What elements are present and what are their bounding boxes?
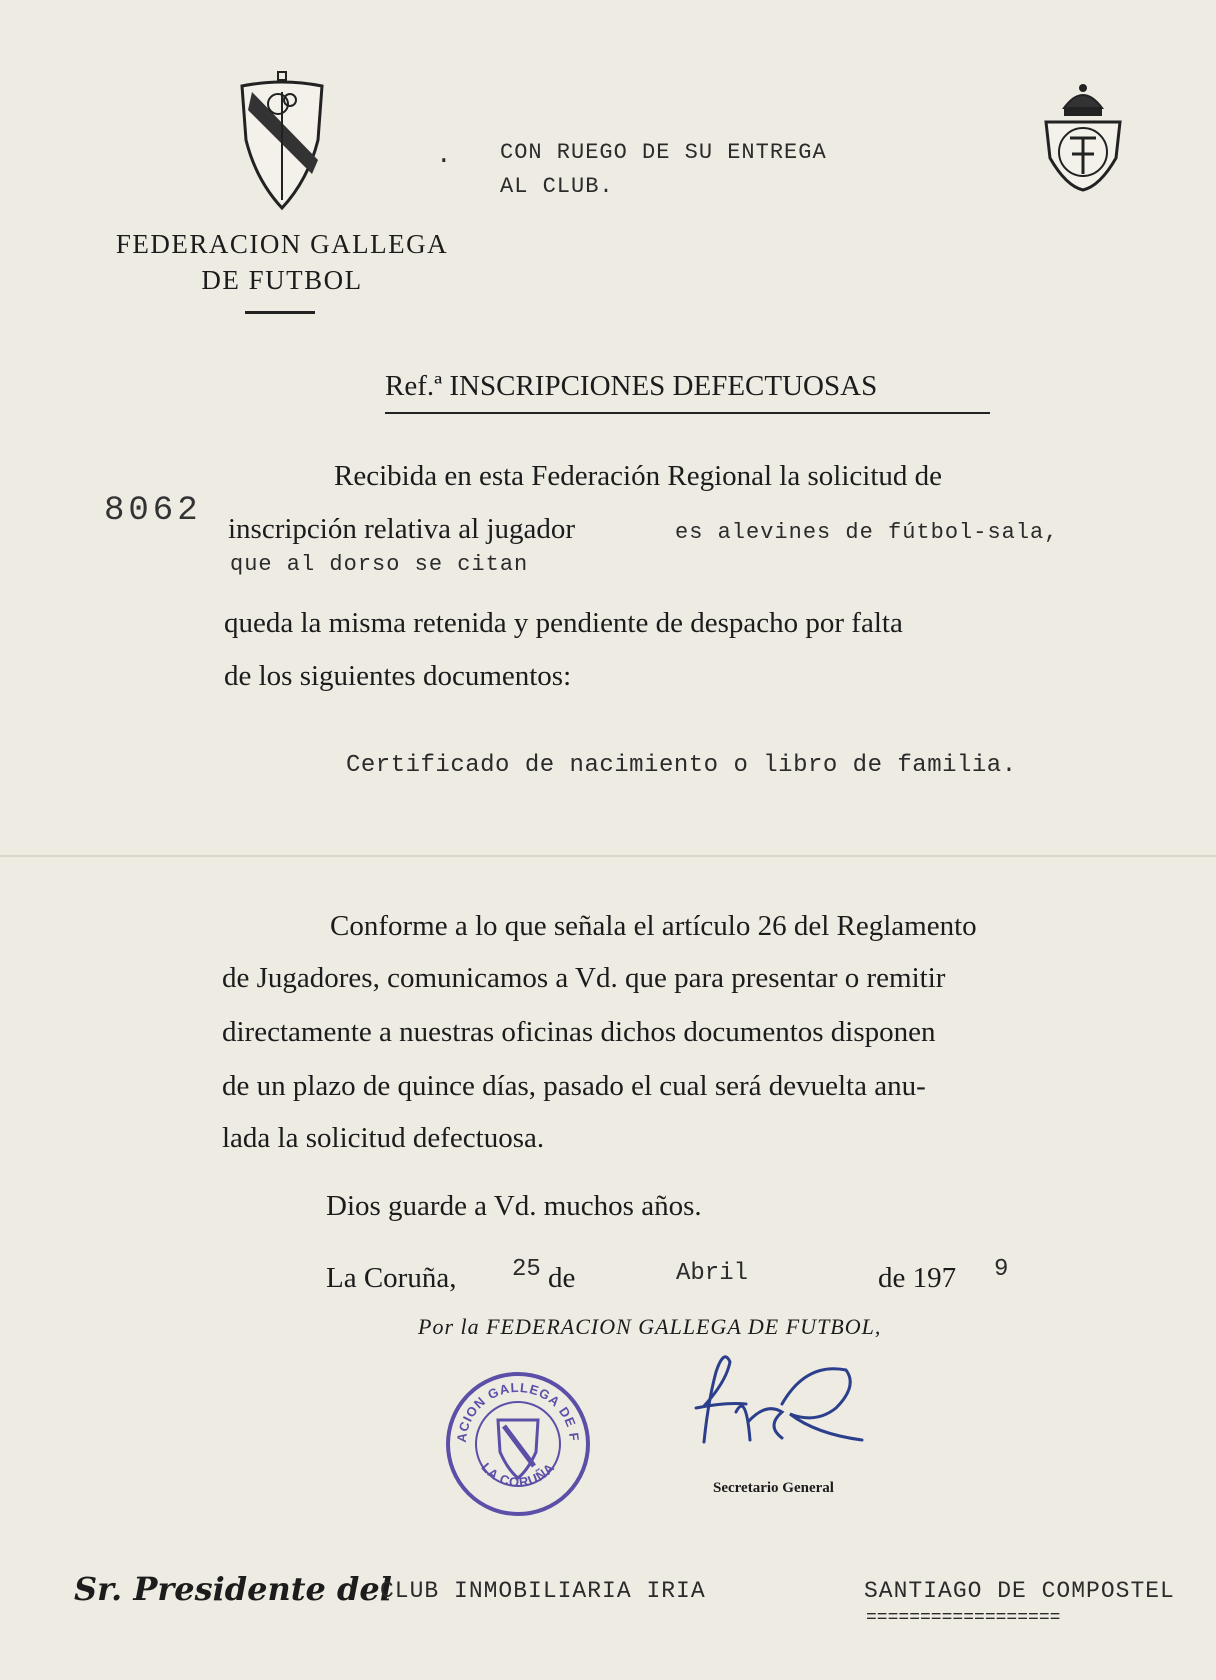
reference-label: Ref.ª (385, 370, 443, 402)
paper-fold (0, 855, 1216, 857)
body-line-2-printed: inscripción relativa al jugador (228, 513, 576, 545)
date-year-digit: 9 (994, 1256, 1009, 1283)
svg-text:FEDERACION GALLEGA DE FUTBOL (444, 1370, 582, 1443)
addressee-city: SANTIAGO DE COMPOSTEL (864, 1578, 1175, 1604)
federation-crest-icon (238, 70, 326, 212)
bullet-dot: . (436, 140, 452, 170)
stamp-text-top: ACION GALLEGA DE F (453, 1379, 583, 1444)
para2-line-2: de Jugadores, comunicamos a Vd. que para presentar o remitir (222, 962, 946, 994)
reference-title: INSCRIPCIONES DEFECTUOSAS (449, 370, 878, 402)
body-line-3-typed: que al dorso se citan (230, 552, 529, 577)
federation-name (82, 226, 482, 298)
federation-stamp-icon (444, 1370, 592, 1518)
closing-line: Dios guarde a Vd. muchos años. (326, 1190, 702, 1222)
royal-crest-icon (1040, 78, 1126, 194)
reference-heading (385, 370, 877, 403)
secretary-signature (686, 1342, 866, 1452)
para2-line-4: de un plazo de quince días, pasado el cual será devuelta anu- (222, 1070, 926, 1102)
body-line-5: de los siguientes documentos: (224, 660, 572, 692)
date-de-1: de (548, 1262, 576, 1294)
delivery-notice-line2: AL CLUB. (500, 174, 614, 199)
stamp-text-bottom: LA CORUÑA (478, 1459, 558, 1490)
secretary-title: Secretario General (713, 1480, 834, 1496)
delivery-notice (500, 136, 827, 204)
delivery-notice-line1: CON RUEGO DE SU ENTREGA (500, 140, 827, 165)
para2-line-3: directamente a nuestras oficinas dichos documentos disponen (222, 1016, 936, 1048)
date-place: La Coruña, (326, 1262, 457, 1294)
addressee-city-underline: ================== (866, 1608, 1061, 1628)
body-line-4: queda la misma retenida y pendiente de despacho por falta (224, 607, 903, 639)
date-month: Abril (676, 1260, 749, 1287)
date-de-2: de 197 (878, 1262, 957, 1294)
federation-name-line1: FEDERACION GALLEGA (115, 229, 449, 259)
federation-name-line2: DE FUTBOL (201, 265, 363, 295)
addressee-salutation: Sr. Presidente del (74, 1570, 392, 1608)
body-line-1: Recibida en esta Federación Regional la solicitud de (334, 460, 942, 492)
svg-text:LA CORUÑA (478, 1460, 557, 1490)
signature-on-behalf: Por la FEDERACION GALLEGA DE FUTBOL, (418, 1314, 882, 1339)
body-line-2-typed: es alevines de fútbol-sala, (675, 520, 1059, 545)
missing-documents: Certificado de nacimiento o libro de familia. (346, 752, 1017, 779)
addressee-club: CLUB INMOBILIARIA IRIA (380, 1578, 706, 1604)
para2-line-5: lada la solicitud defectuosa. (222, 1122, 545, 1154)
date-day: 25 (512, 1256, 541, 1283)
registration-number: 8062 (104, 492, 202, 530)
reference-underline (385, 412, 990, 414)
header-divider (245, 311, 315, 314)
para2-line-1: Conforme a lo que señala el artículo 26 del Reglamento (330, 910, 977, 942)
